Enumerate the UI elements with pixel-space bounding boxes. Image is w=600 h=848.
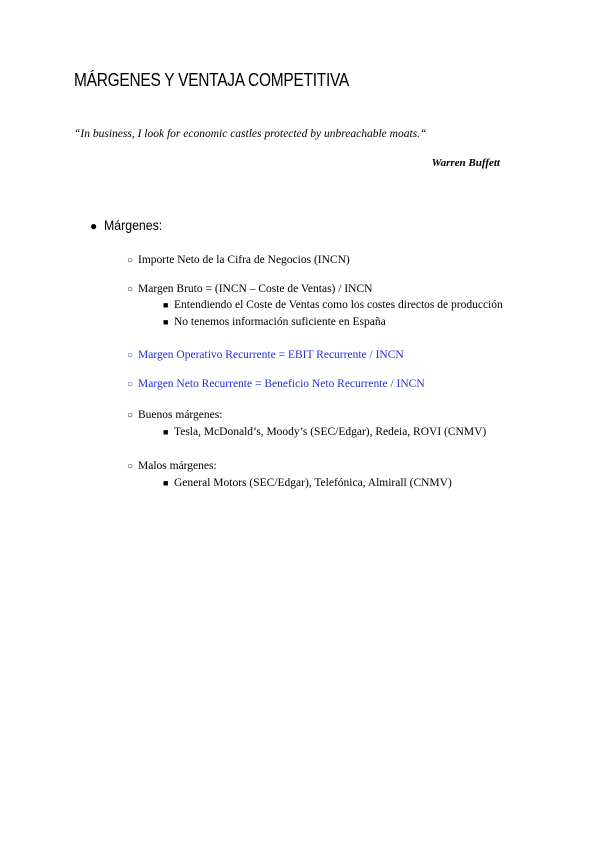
quote-text: “In business, I look for economic castles protected by unbreachable moats.“ [74, 128, 427, 140]
hollow-bullet-icon: ○ [127, 255, 134, 266]
list-item-margen-bruto [127, 283, 372, 295]
list-item-text: Malos márgenes: [138, 460, 217, 472]
sub-item-text: Entendiendo el Coste de Ventas como los costes directos de producción [174, 299, 503, 311]
sub-item-text: General Motors (SEC/Edgar), Telefónica, Almirall (CNMV) [174, 477, 452, 489]
list-item-link-text[interactable]: Margen Neto Recurrente = Beneficio Neto Recurrente / INCN [138, 378, 425, 390]
sub-item-malos-ejemplos [163, 477, 452, 489]
list-item-buenos-margenes [127, 409, 222, 421]
section-heading-margenes [90, 217, 170, 233]
list-item-link-text[interactable]: Margen Operativo Recurrente = EBIT Recurrente / INCN [138, 349, 404, 361]
sub-item-coste-ventas [163, 299, 503, 311]
page-title: MÁRGENES Y VENTAJA COMPETITIVA [74, 70, 349, 90]
sub-item-buenos-ejemplos [163, 426, 486, 438]
square-bullet-icon: ■ [163, 478, 169, 488]
filled-bullet-icon: ● [90, 219, 98, 233]
hollow-bullet-icon: ○ [127, 350, 134, 361]
sub-item-text: Tesla, McDonald’s, Moody’s (SEC/Edgar), Redeia, ROVI (CNMV) [174, 426, 487, 438]
square-bullet-icon: ■ [163, 300, 169, 310]
square-bullet-icon: ■ [163, 427, 169, 437]
sub-item-informacion [163, 316, 386, 328]
sub-item-text: No tenemos información suficiente en España [174, 316, 386, 328]
list-item-margen-operativo[interactable] [127, 349, 404, 361]
square-bullet-icon: ■ [163, 317, 169, 327]
list-item-margen-neto[interactable] [127, 378, 425, 390]
list-item-text: Buenos márgenes: [138, 409, 223, 421]
list-item-text: Importe Neto de la Cifra de Negocios (INCN) [138, 254, 350, 266]
list-item-incn [127, 254, 350, 266]
hollow-bullet-icon: ○ [127, 461, 134, 472]
hollow-bullet-icon: ○ [127, 379, 134, 390]
list-item-text: Margen Bruto = (INCN – Coste de Ventas) / INCN [138, 283, 373, 295]
list-item-malos-margenes [127, 460, 217, 472]
hollow-bullet-icon: ○ [127, 284, 134, 295]
section-heading-label: Márgenes: [104, 217, 163, 233]
quote-author: Warren Buffett [431, 157, 500, 169]
hollow-bullet-icon: ○ [127, 410, 134, 421]
